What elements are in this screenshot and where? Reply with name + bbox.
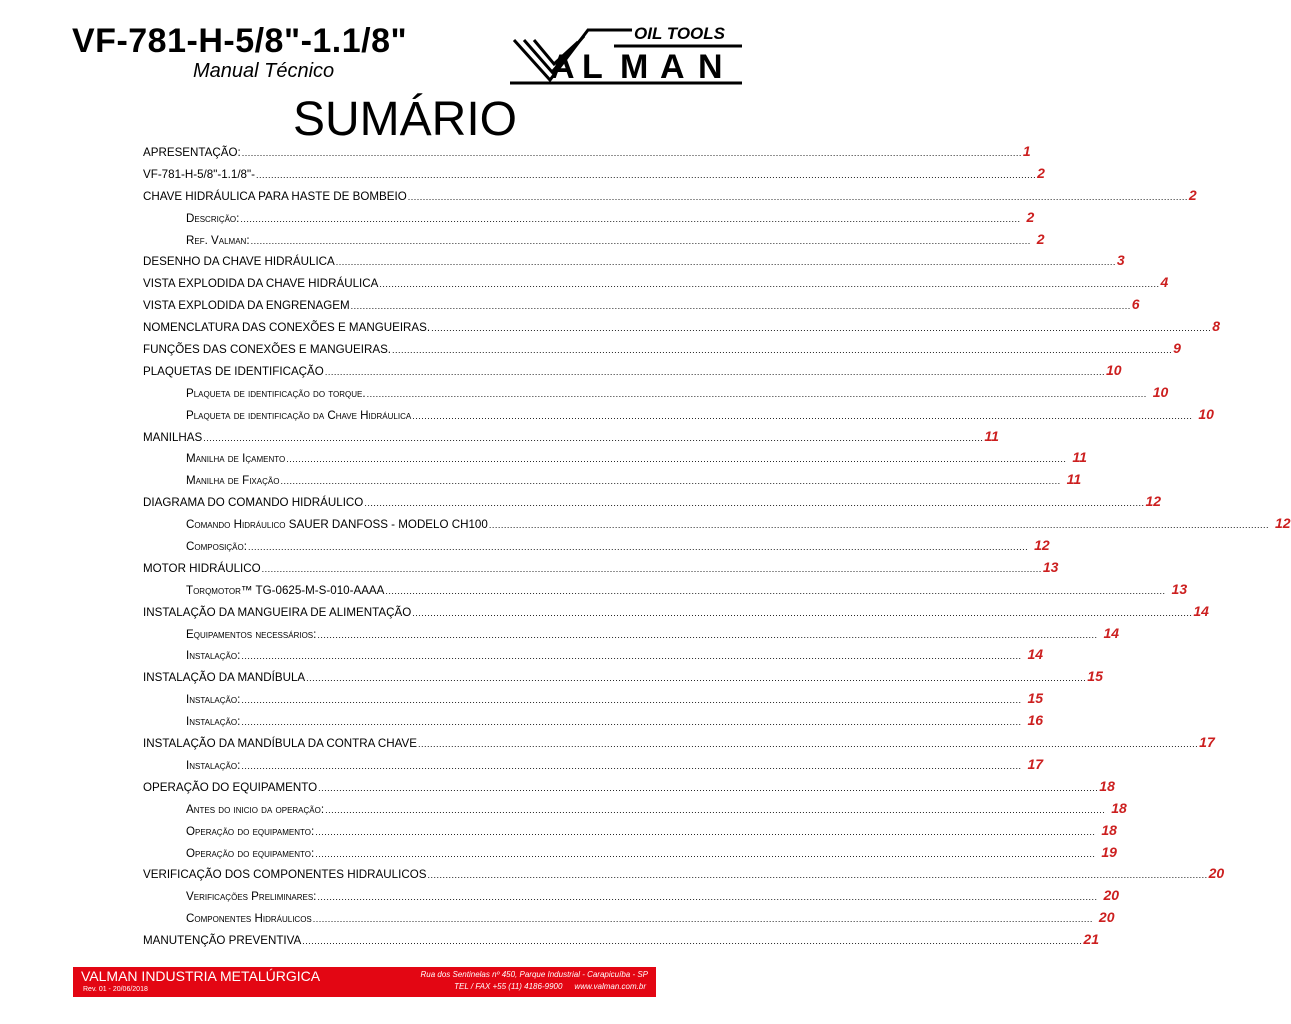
toc-entry[interactable] [143,340,1181,362]
toc-entry[interactable] [143,361,1122,384]
toc-page-number: 20 [1208,865,1225,882]
toc-label: CHAVE HIDRÁULICA PARA HASTE DE BOMBEIO [143,189,407,203]
toc-page-number: 14 [1027,646,1044,663]
toc-entry[interactable] [143,427,999,450]
toc-subentry[interactable] [143,909,1115,931]
toc-leader: .................................................................................................................................................................................................................................................................... [325,804,1106,815]
toc-page-number: 17 [1027,755,1044,772]
toc-entry[interactable] [143,602,1209,625]
footer-phone: TEL / FAX +55 (11) 4186-9900 [454,982,563,991]
toc-label: Instalação: [186,715,241,729]
toc-leader: .................................................................................................................................................................................................................................................................... [350,301,1131,312]
toc-page-number: 2 [1036,230,1045,247]
toc-page-number: 16 [1027,712,1044,729]
logo-tagline: OIL TOOLS [634,24,725,43]
toc-label: INSTALAÇÃO DA MANGUEIRA DE ALIMENTAÇÃO [143,605,412,619]
toc-entry[interactable] [143,252,1125,274]
toc-leader: .................................................................................................................................................................................................................................................................... [241,651,1022,662]
toc-entry[interactable] [143,274,1169,296]
toc-label: Componentes Hidráulicos [186,912,312,926]
toc-entry[interactable] [143,186,1197,209]
logo-letter-a: A [550,48,575,86]
toc-label: DIAGRAMA DO COMANDO HIDRÁULICO [143,496,364,510]
toc-page-number: 2 [1026,208,1035,225]
toc-leader: .................................................................................................................................................................................................................................................................... [366,388,1147,399]
toc-entry[interactable] [143,493,1162,515]
toc-entry[interactable] [143,865,1225,887]
toc-label: VISTA EXPLODIDA DA CHAVE HIDRÁULICA [143,277,379,291]
toc-page-number: 10 [1152,383,1169,400]
toc-label: Plaqueta de identificação do torque. [186,386,366,400]
toc-page-number: 11 [1066,471,1082,488]
toc-leader: .................................................................................................................................................................................................................................................................... [392,345,1173,356]
toc-subentry[interactable] [143,449,1087,471]
toc-page-number: 13 [1171,580,1188,597]
toc-leader: .................................................................................................................................................................................................................................................................... [412,410,1193,421]
toc-page-number: 11 [1072,449,1087,466]
toc-page-number: 17 [1199,734,1215,751]
toc-page-number: 10 [1198,405,1214,422]
toc-leader: .................................................................................................................................................................................................................................................................... [431,323,1212,334]
toc-subentry[interactable] [143,537,1050,559]
toc-leader: .................................................................................................................................................................................................................................................................... [241,760,1022,771]
toc-subentry[interactable] [143,471,1082,493]
toc-leader: .................................................................................................................................................................................................................................................................... [335,257,1116,268]
toc-label: DESENHO DA CHAVE HIDRÁULICA [143,255,335,269]
toc-entry[interactable] [143,296,1140,318]
toc-leader: .................................................................................................................................................................................................................................................................... [241,695,1022,706]
toc-label: VERIFICAÇÃO DOS COMPONENTES HIDRAULICOS [143,868,427,882]
toc-label: MOTOR HIDRÁULICO [143,561,261,575]
toc-page-number: 18 [1101,821,1117,838]
toc-leader: .................................................................................................................................................................................................................................................................... [312,914,1093,925]
toc-leader: .................................................................................................................................................................................................................................................................... [427,870,1208,881]
toc-leader: .................................................................................................................................................................................................................................................................... [255,169,1037,180]
toc-label: OPERAÇÃO DO EQUIPAMENTO [143,780,318,794]
toc-page-number: 13 [1042,558,1059,575]
toc-label: Verificações Preliminares: [186,890,317,904]
toc-page-number: 14 [1193,602,1209,619]
toc-label: Operação do equipamento: [186,846,315,860]
toc-entry[interactable] [143,558,1059,581]
toc-leader: .................................................................................................................................................................................................................................................................... [240,213,1021,224]
toc-subentry[interactable] [143,405,1214,428]
toc-entry[interactable] [143,318,1221,340]
toc-label: Descrição: [186,211,240,225]
logo-letter-l: L [582,48,603,86]
toc-subentry[interactable] [143,755,1044,778]
footer-contact [442,982,646,991]
toc-entry[interactable] [143,931,1099,953]
footer-address: Rua dos Sentinelas nº 450, Parque Industrial - Carapicuíba - SP [420,970,648,979]
toc-page-number: 9 [1173,340,1181,357]
toc-subentry[interactable] [143,208,1035,231]
toc-page-number: 20 [1103,887,1120,904]
summary-heading: SUMÁRIO [292,93,517,146]
toc-subentry[interactable] [143,843,1117,866]
footer-revision: Rev. 01 - 20/06/2018 [83,986,148,993]
toc-page-number: 15 [1027,690,1044,707]
toc-label: Comando Hidráulico SAUER DANFOSS - MODELO CH100 [186,518,488,532]
footer-company: VALMAN INDUSTRIA METALÚRGICA [81,968,321,984]
toc-leader: .................................................................................................................................................................................................................................................................... [488,520,1269,531]
toc-leader: .................................................................................................................................................................................................................................................................... [407,191,1188,202]
toc-leader: .................................................................................................................................................................................................................................................................... [302,936,1083,947]
toc-entry[interactable] [143,777,1115,800]
toc-label: INSTALAÇÃO DA MANDÍBULA DA CONTRA CHAVE [143,737,418,751]
toc-label: Antes do inicio da operação: [186,802,325,816]
toc-leader: .................................................................................................................................................................................................................................................................... [315,848,1096,859]
toc-page-number: 21 [1083,931,1099,948]
toc-leader: .................................................................................................................................................................................................................................................................... [280,476,1061,487]
toc-leader: .................................................................................................................................................................................................................................................................... [241,148,1022,158]
toc-page-number: 18 [1111,799,1127,816]
toc-leader: .................................................................................................................................................................................................................................................................... [250,235,1031,246]
toc-label: Composição: [186,540,247,554]
toc-label: APRESENTAÇÃO: [143,146,241,159]
toc-page-number: 6 [1131,296,1140,313]
toc-page-number: 12 [1274,515,1291,532]
toc-page-number: 15 [1087,668,1103,685]
toc-leader: .................................................................................................................................................................................................................................................................... [315,826,1096,837]
toc-subentry[interactable] [143,580,1188,603]
toc-label: Ref. Valman: [186,233,250,247]
toc-leader: .................................................................................................................................................................................................................................................................... [241,717,1022,728]
toc-entry[interactable] [143,164,1045,187]
toc-page-number: 1 [1022,143,1031,159]
toc-leader: .................................................................................................................................................................................................................................................................... [318,782,1099,793]
toc-page-number: 3 [1116,252,1125,269]
toc-label: NOMENCLATURA DAS CONEXÕES E MANGUEIRAS. [143,321,431,335]
toc-label: Instalação: [186,758,241,772]
toc-page-number: 2 [1188,186,1197,203]
toc-page-number: 14 [1103,624,1120,641]
toc-entry[interactable] [143,143,1031,165]
footer-website: www.valman.com.br [574,982,646,991]
toc-page-number: 4 [1160,274,1169,291]
toc-page-number: 2 [1037,164,1045,181]
toc-page-number: 18 [1099,777,1115,794]
toc-page-number: 12 [1034,537,1050,554]
toc-leader: .................................................................................................................................................................................................................................................................... [364,498,1145,509]
toc-subentry[interactable] [143,646,1044,668]
toc-page-number: 8 [1212,318,1221,335]
document-title: VF-781-H-5/8"-1.1/8" [72,22,408,60]
toc-label: Instalação: [186,649,241,663]
toc-label: VISTA EXPLODIDA DA ENGRENAGEM [143,299,350,313]
toc-leader: .................................................................................................................................................................................................................................................................... [247,542,1029,553]
document-subtitle: Manual Técnico [193,60,335,82]
toc-leader: .................................................................................................................................................................................................................................................................... [379,279,1160,290]
toc-label: Manilha de Içamento [186,452,286,466]
toc-subentry[interactable] [143,799,1127,822]
toc-label: MANILHAS [143,430,203,444]
toc-subentry[interactable] [143,690,1044,712]
toc-page-number: 10 [1105,361,1122,378]
toc-label: MANUTENÇÃO PREVENTIVA [143,934,302,948]
toc-page-number: 19 [1101,843,1117,860]
logo-letter-m: M [620,48,649,86]
logo-letter-a2: A [660,48,685,86]
toc-label: Operação do equipamento: [186,824,315,838]
toc-leader: .................................................................................................................................................................................................................................................................... [324,366,1105,377]
toc-leader: .................................................................................................................................................................................................................................................................... [385,585,1166,596]
toc-leader: .................................................................................................................................................................................................................................................................... [203,432,984,443]
table-of-contents [143,143,1291,953]
toc-subentry[interactable] [143,624,1120,647]
toc-label: PLAQUETAS DE IDENTIFICAÇÃO [143,364,324,378]
toc-subentry[interactable] [143,383,1169,406]
toc-subentry[interactable] [143,230,1045,253]
toc-leader: .................................................................................................................................................................................................................................................................... [317,629,1098,640]
toc-page-number: 12 [1145,493,1162,510]
toc-label: Torqmotor™ TG-0625-M-S-010-AAAA [186,583,385,597]
toc-subentry[interactable] [143,515,1291,537]
toc-page-number: 11 [984,427,999,444]
page-footer [73,967,656,997]
toc-leader: .................................................................................................................................................................................................................................................................... [418,739,1199,750]
valman-logo-icon [510,24,744,86]
toc-label: Plaqueta de identificação da Chave Hidráulica [186,408,412,422]
toc-subentry[interactable] [143,712,1044,734]
toc-subentry[interactable] [143,887,1120,909]
toc-leader: .................................................................................................................................................................................................................................................................... [306,673,1087,684]
toc-label: Instalação: [186,693,241,707]
toc-entry[interactable] [143,734,1215,756]
toc-leader: .................................................................................................................................................................................................................................................................... [412,607,1193,618]
toc-label: VF-781-H-5/8"-1.1/8"- [143,167,255,181]
toc-label: Manilha de Fixação [186,474,280,488]
toc-label: Equipamentos necessários: [186,627,317,641]
toc-page-number: 20 [1098,909,1115,926]
toc-leader: .................................................................................................................................................................................................................................................................... [317,892,1098,903]
toc-subentry[interactable] [143,821,1117,844]
toc-leader: .................................................................................................................................................................................................................................................................... [261,563,1042,574]
toc-label: INSTALAÇÃO DA MANDÍBULA [143,671,306,685]
logo-letter-n: N [698,48,723,86]
toc-leader: .................................................................................................................................................................................................................................................................... [286,454,1067,465]
toc-label: FUNÇÕES DAS CONEXÕES E MANGUEIRAS. [143,343,392,357]
toc-entry[interactable] [143,668,1103,690]
